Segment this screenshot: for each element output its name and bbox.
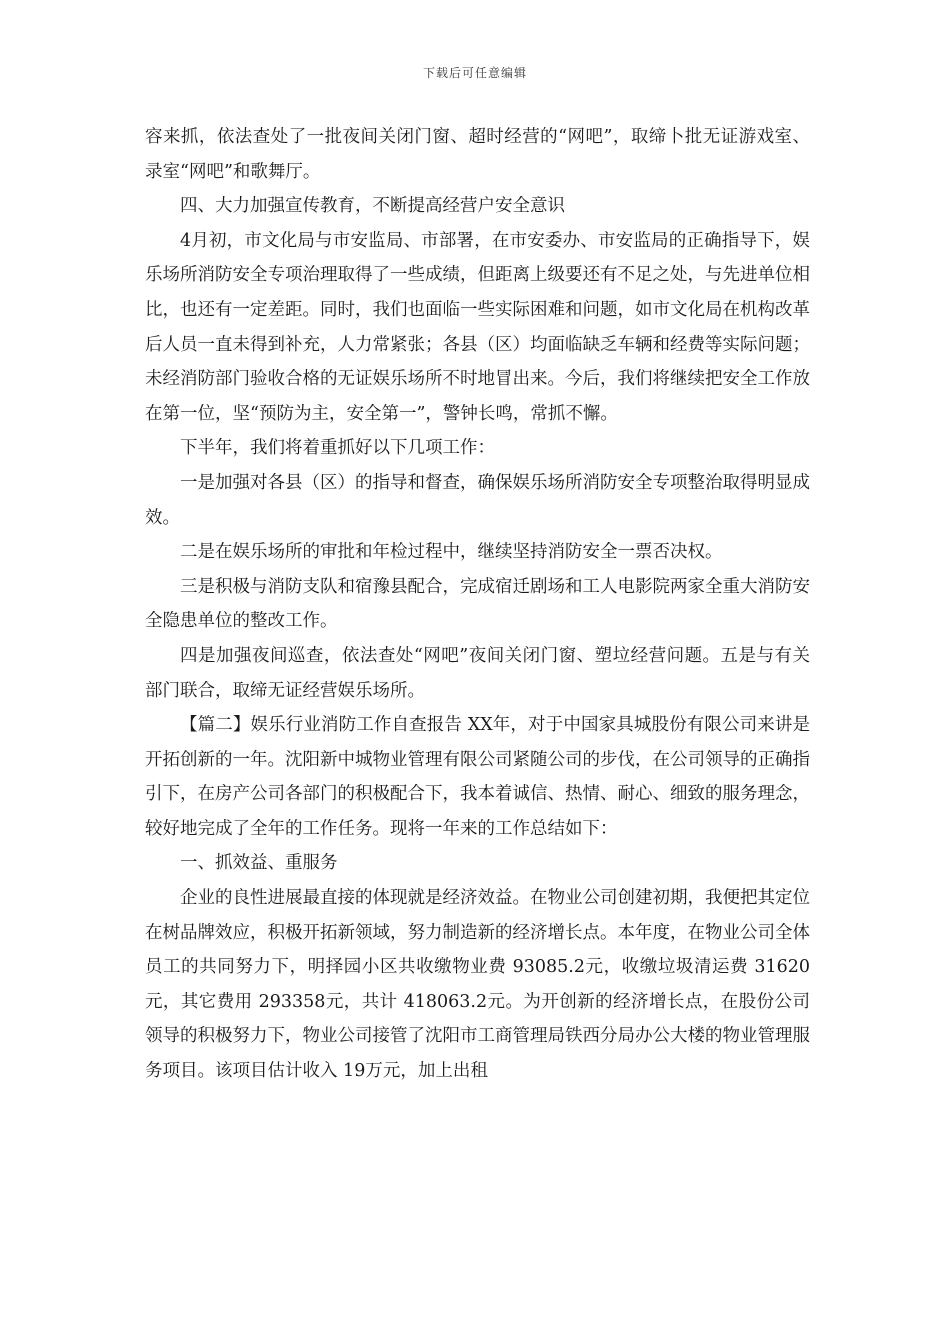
list-item: 二是在娱乐场所的审批和年检过程中，继续坚持消防安全一票否决权。 [180, 542, 723, 563]
section-heading: 一、抓效益、重服务 [180, 853, 338, 874]
page-header: 下载后可任意编辑 [422, 66, 527, 80]
list-item: 四是加强夜间巡查，依法查处“网吧”夜间关闭门窗、塑垃经营问题。五是与有关部门联合，取缔无证经营娱乐场所。 [145, 645, 810, 701]
section-heading: 四、大力加强宣传教育，不断提高经营户安全意识 [180, 196, 565, 217]
list-item: 一是加强对各县（区）的指导和督查，确保娱乐场所消防安全专项整治取得明显成效。 [145, 472, 810, 528]
list-item: 三是积极与消防支队和宿豫县配合，完成宿迁剧场和工人电影院两家全重大消防安全隐患单位的整改工作。 [145, 576, 810, 632]
document-body [145, 120, 810, 1089]
paragraph: 4月初，市文化局与市安监局、市部署，在市安委办、市安监局的正确指导下，娱乐场所消防安全专项治理取得了一些成绩，但距离上级要还有不足之处，与先进单位相比，也还有一定差距。同时，我们也面临一些实际困难和问题，如市文化局在机构改革后人员一直未得到补充，人力常紧张；各县（区）均面临缺乏车辆和经费等实际问题；未经消防部门验收合格的无证娱乐场所不时地冒出来。今后，我们将继续把安全工作放在第一位，坚“预防为主，安全第一”，警钟长鸣，常抓不懈。 [145, 230, 810, 424]
paragraph: 容来抓，依法查处了一批夜间关闭门窗、超时经营的“网吧”，取缔卜批无证游戏室、录室“网吧”和歌舞厅。 [145, 127, 810, 182]
paragraph: 下半年，我们将着重抓好以下几项工作： [180, 438, 495, 459]
paragraph: 【篇二】娱乐行业消防工作自查报告 XX年，对于中国家具城股份有限公司来讲是开拓创新的一年。沈阳新中城物业管理有限公司紧随公司的步伐，在公司领导的正确指引下，在房产公司各部门的积极配合下，我本着诚信、热情、耐心、细致的服务理念，较好地完成了全年的工作任务。现将一年来的工作总结如下： [145, 715, 810, 839]
paragraph: 企业的良性进展最直接的体现就是经济效益。在物业公司创建初期，我便把其定位在树品牌效应，积极开拓新领域，努力制造新的经济增长点。本年度，在物业公司全体员工的共同努力下，明择园小区共收缴物业费 93085.2元，收缴垃圾清运费 31620元，其它费用 293358元，共计 418063.2元。为开创新的经济增长点，在股份公司领导的积极努力下，物业公司接管了沈阳市工商管理局铁西分局办公大楼的物业管理服务项目。该项目估计收入 19万元，加上出租 [145, 888, 810, 1082]
